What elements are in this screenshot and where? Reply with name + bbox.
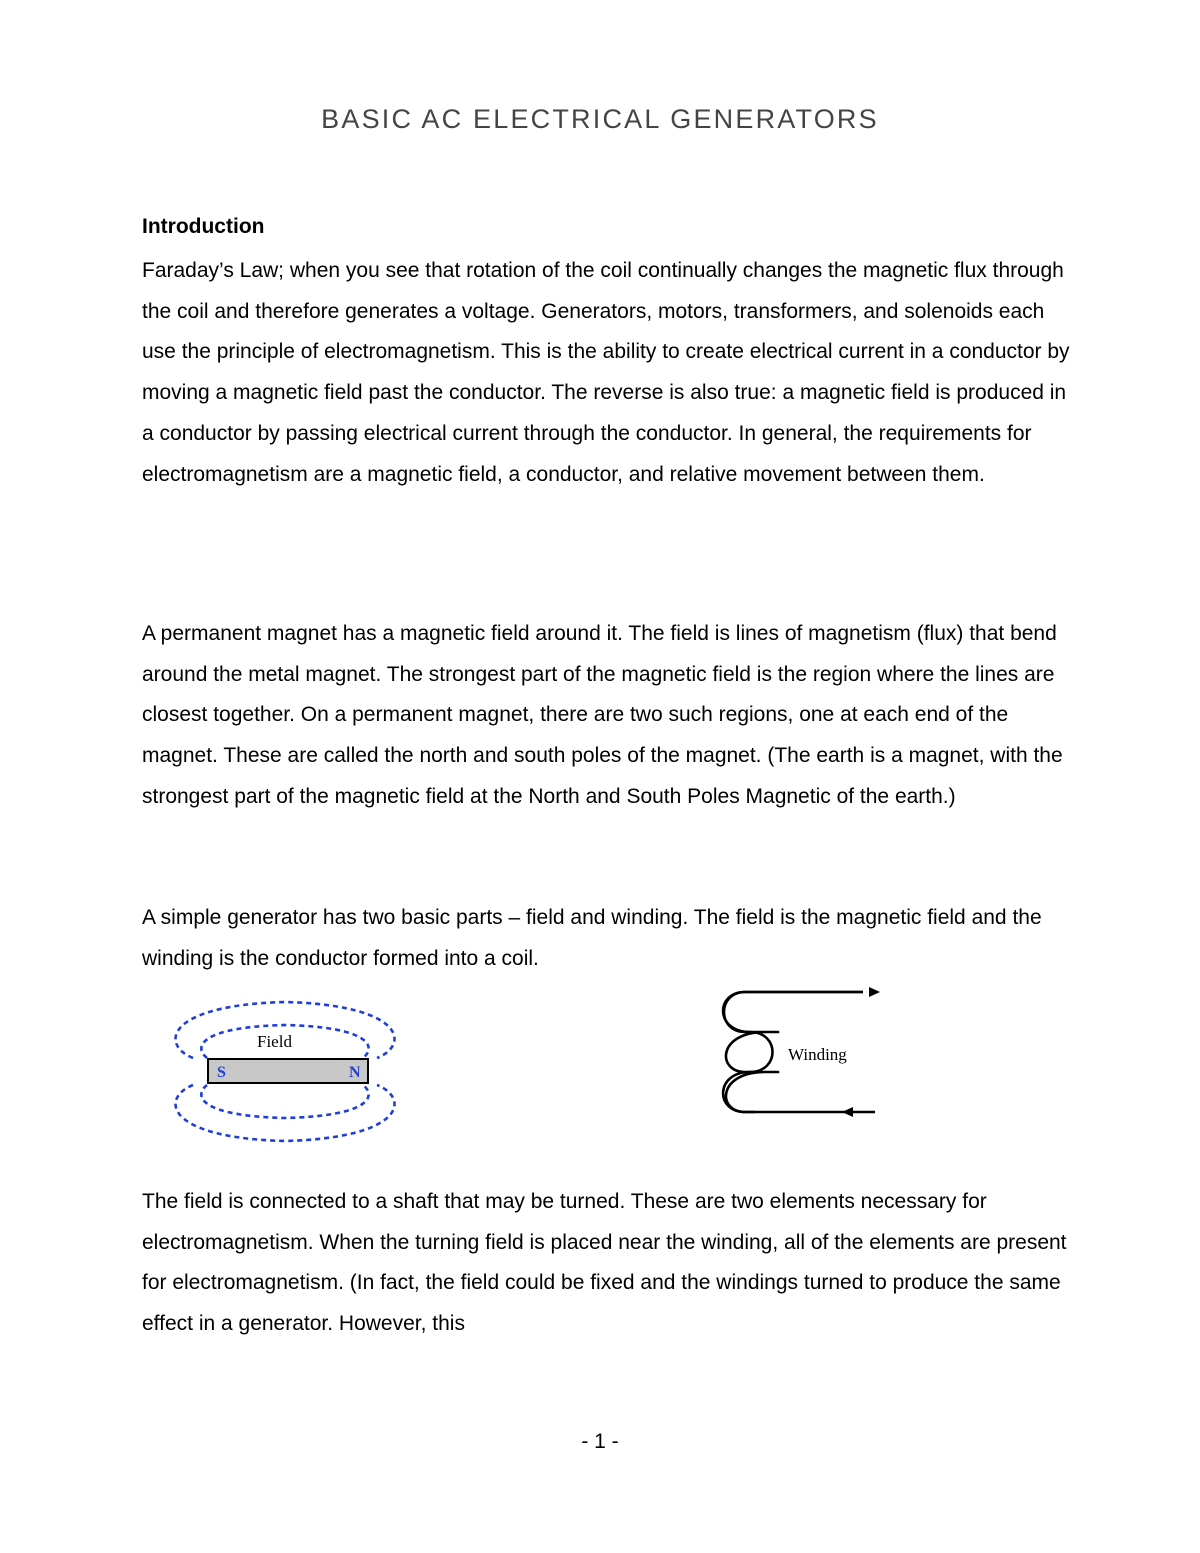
incoming-arrow-icon — [842, 1107, 853, 1117]
page-number: - 1 - — [581, 1430, 619, 1453]
lower-outer-field-line — [176, 1085, 395, 1141]
south-pole-label: S — [217, 1064, 226, 1081]
section-heading: Introduction — [142, 215, 265, 238]
paragraph: A permanent magnet has a magnetic field around it. The field is lines of magnetism (flux) that bend around the metal magnet. The strongest part of the magnetic field is the region where the lines are closest together. On a permanent magnet, there are two such regions, one at each end of the magnet. These are called the north and south poles of the magnet. (The earth is a magnet, with the strongest part of the magnetic field at the North and South Poles Magnetic of the earth.) — [142, 622, 1063, 808]
winding-diagram — [715, 982, 885, 1122]
bar-magnet — [208, 1059, 368, 1083]
lower-inner-field-line — [201, 1085, 368, 1118]
north-pole-label: N — [349, 1064, 361, 1081]
magnetic-field-figure — [155, 995, 415, 1145]
magnet-diagram — [155, 995, 415, 1145]
paragraph: A simple generator has two basic parts – field and winding. The field is the magnetic field and the winding is the conductor formed into a coil. — [142, 906, 1042, 970]
field-label: Field — [257, 1032, 292, 1051]
page-title: BASIC AC ELECTRICAL GENERATORS — [321, 104, 879, 134]
paragraph: The field is connected to a shaft that may be turned. These are two elements necessary for electromagnetism. When the turning field is placed near the winding, all of the elements are present for electromagnetism. (In fact, the field could be fixed and the windings turned to produce the same effect in a generator. However, this — [142, 1190, 1067, 1336]
winding-label: Winding — [788, 1045, 847, 1064]
outgoing-arrow-icon — [869, 987, 880, 997]
winding-figure — [715, 982, 885, 1122]
paragraph: Faraday’s Law; when you see that rotation of the coil continually changes the magnetic flux through the coil and therefore generates a voltage. Generators, motors, transformers, and solenoids each use the principle of electromagnetism. This is the ability to create electrical current in a conductor by moving a magnetic field past the conductor. The reverse is also true: a magnetic field is produced in a conductor by passing electrical current through the conductor. In general, the requirements for electromagnetism are a magnetic field, a conductor, and relative movement between them. — [142, 259, 1070, 486]
